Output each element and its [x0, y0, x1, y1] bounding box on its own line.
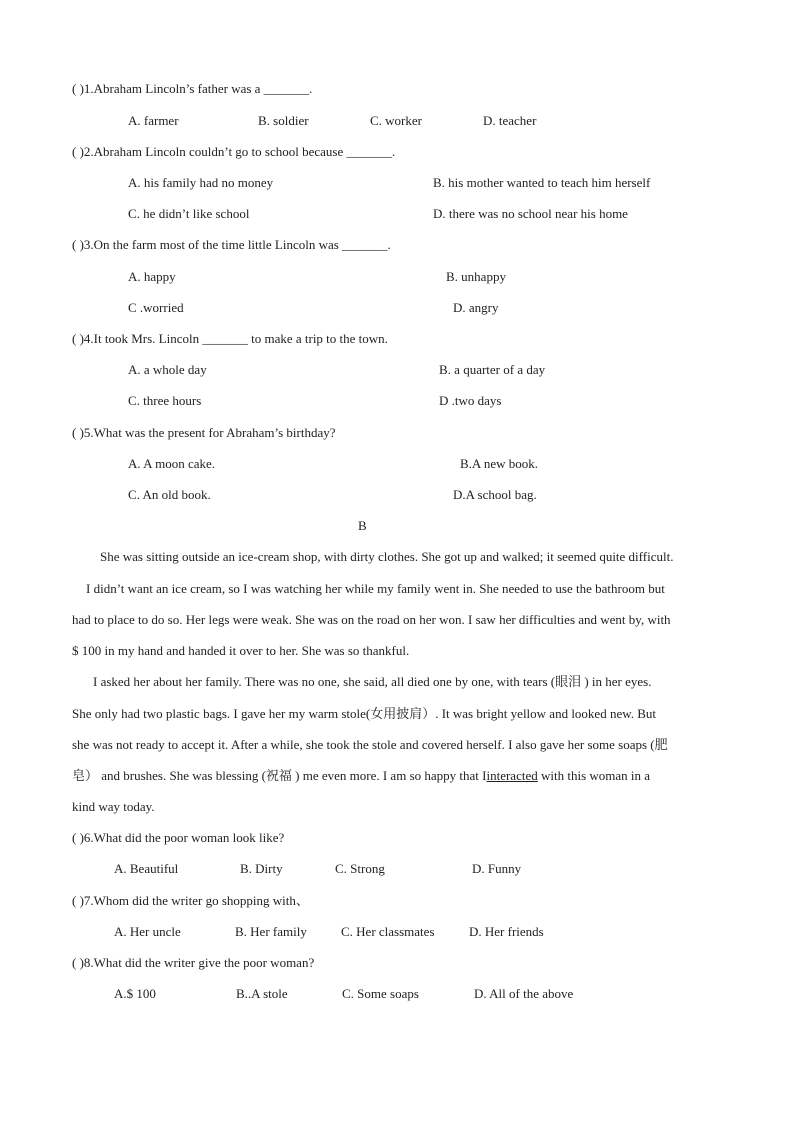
question-1-option-b: B. soldier	[258, 113, 309, 128]
question-1-option-d: D. teacher	[483, 113, 537, 128]
question-3-stem: ( )3.On the farm most of the time little Lincoln was _______.	[72, 237, 391, 252]
question-5-option-a: A. A moon cake.	[128, 456, 216, 471]
question-5-option-d: D.A school bag.	[453, 487, 537, 502]
question-7-stem: ( )7.Whom did the writer go shopping with、	[72, 893, 309, 908]
passage-line-6: She only had two plastic bags. I gave her my warm stole(女用披肩）. It was bright yellow and looked new. But	[72, 706, 657, 721]
question-6-option-b: B. Dirty	[240, 861, 283, 876]
question-8-option-b: B..A stole	[236, 986, 288, 1001]
question-5-option-b: B.A new book.	[460, 456, 538, 471]
passage-line-4: $ 100 in my hand and handed it over to her. She was so thankful.	[72, 643, 410, 658]
question-2-option-a: A. his family had no money	[128, 175, 274, 190]
question-3-option-d: D. angry	[453, 300, 499, 315]
question-4-option-a: A. a whole day	[128, 362, 207, 377]
question-8-option-a: A.$ 100	[114, 986, 156, 1001]
passage-line-1: She was sitting outside an ice-cream shop, with dirty clothes. She got up and walked; it seemed quite difficult.	[100, 549, 674, 564]
question-6-option-d: D. Funny	[472, 861, 522, 876]
question-8-stem: ( )8.What did the writer give the poor woman?	[72, 955, 315, 970]
question-6-stem: ( )6.What did the poor woman look like?	[72, 830, 285, 845]
passage-line-9: kind way today.	[72, 799, 155, 814]
passage-line-8	[72, 768, 650, 784]
passage-line-5: I asked her about her family. There was no one, she said, all died one by one, with tears (眼泪 ) in her eyes.	[93, 674, 652, 689]
question-4-stem: ( )4.It took Mrs. Lincoln _______ to make a trip to the town.	[72, 331, 388, 346]
question-4-option-b: B. a quarter of a day	[439, 362, 546, 377]
question-2-stem: ( )2.Abraham Lincoln couldn’t go to school because _______.	[72, 144, 396, 159]
passage-line-2: I didn’t want an ice cream, so I was watching her while my family went in. She needed to use the bathroom but	[86, 581, 665, 596]
question-7-option-c: C. Her classmates	[341, 924, 435, 939]
question-7-option-b: B. Her family	[235, 924, 307, 939]
question-2-option-b: B. his mother wanted to teach him herself	[433, 175, 651, 190]
question-1-option-c: C. worker	[370, 113, 422, 128]
underlined-word-interacted: interacted	[486, 768, 538, 783]
question-3-option-a: A. happy	[128, 269, 176, 284]
question-7-option-a: A. Her uncle	[114, 924, 181, 939]
passage-line-8-tail: with this woman in a	[537, 768, 651, 783]
question-4-option-c: C. three hours	[128, 393, 202, 408]
question-3-option-b: B. unhappy	[446, 269, 506, 284]
question-6-option-a: A. Beautiful	[114, 861, 179, 876]
passage-line-7: she was not ready to accept it. After a while, she took the stole and covered herself. I also gave her some soaps (肥	[72, 737, 668, 752]
passage-line-8-text: 皂） and brushes. She was blessing (祝福 ) me even more. I am so happy that I	[72, 768, 487, 783]
question-7-option-d: D. Her friends	[469, 924, 544, 939]
question-8-option-c: C. Some soaps	[342, 986, 419, 1001]
question-8-option-d: D. All of the above	[474, 986, 574, 1001]
question-2-option-d: D. there was no school near his home	[433, 206, 628, 221]
question-1-stem: ( )1.Abraham Lincoln’s father was a _______.	[72, 81, 313, 96]
question-5-stem: ( )5.What was the present for Abraham’s birthday?	[72, 425, 336, 440]
question-4-option-d: D .two days	[439, 393, 502, 408]
question-3-option-c: C .worried	[128, 300, 184, 315]
question-1-option-a: A. farmer	[128, 113, 179, 128]
passage-line-3: had to place to do so. Her legs were weak. She was on the road on her won. I saw her difficulties and went by, with	[72, 612, 671, 627]
question-5-option-c: C. An old book.	[128, 487, 211, 502]
question-6-option-c: C. Strong	[335, 861, 385, 876]
question-2-option-c: C. he didn’t like school	[128, 206, 250, 221]
section-b-heading: B	[358, 518, 367, 533]
